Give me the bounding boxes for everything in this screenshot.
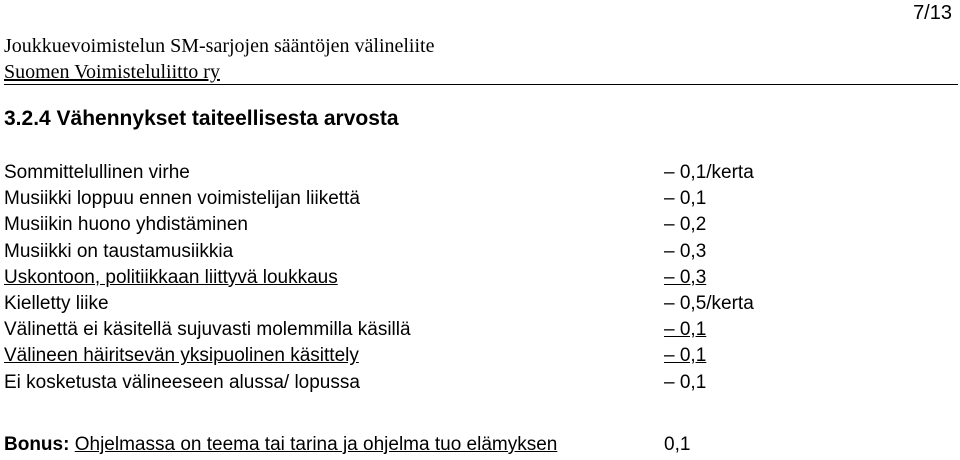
deduction-row (4, 212, 784, 238)
deduction-row (4, 370, 784, 396)
deductions-list (4, 160, 784, 396)
deduction-value: – 0,3 (664, 266, 707, 288)
deduction-value: – 0,3 (664, 240, 707, 262)
deduction-row (4, 291, 784, 317)
header-divider (4, 84, 958, 85)
deduction-value: – 0,5/kerta (664, 292, 754, 314)
deduction-value: – 0,1 (664, 345, 707, 367)
bonus-value: 0,1 (664, 434, 691, 455)
deduction-row (4, 343, 784, 369)
deduction-label: Ei kosketusta välineeseen alussa/ lopussa (4, 371, 360, 393)
bonus-text: Ohjelmassa on teema tai tarina ja ohjelma tuo elämyksen (74, 434, 558, 455)
deduction-value: – 0,1 (664, 371, 707, 393)
deduction-value: – 0,1 (664, 319, 707, 341)
header-title: Joukkuevoimistelun SM-sarjojen sääntöjen välineliite (4, 35, 435, 57)
deduction-row (4, 186, 784, 212)
deduction-row (4, 160, 784, 186)
deduction-row (4, 265, 784, 291)
deduction-label: Musiikin huono yhdistäminen (4, 214, 248, 236)
deduction-label: Välinettä ei käsitellä sujuvasti molemmilla käsillä (4, 319, 411, 341)
bonus-label: Bonus: (4, 434, 70, 455)
document-header (4, 33, 434, 85)
deduction-label: Välineen häiritsevän yksipuolinen käsittely (4, 345, 359, 367)
deduction-value: – 0,1/kerta (664, 162, 754, 183)
deduction-value: – 0,1 (664, 188, 707, 210)
deduction-label: Musiikki loppuu ennen voimistelijan liikettä (4, 188, 360, 210)
deduction-label: Sommittelullinen virhe (4, 162, 190, 183)
page-number: 7/13 (913, 2, 952, 24)
deduction-value: – 0,2 (664, 214, 707, 236)
bonus-row (4, 431, 784, 459)
deduction-label: Uskontoon, politiikkaan liittyvä loukkaus (4, 266, 338, 288)
deduction-row (4, 239, 784, 265)
deduction-row (4, 317, 784, 343)
deduction-label: Kielletty liike (4, 292, 109, 314)
header-organization: Suomen Voimisteluliitto ry (4, 61, 220, 83)
deduction-label: Musiikki on taustamusiikkia (4, 240, 234, 262)
section-title: 3.2.4 Vähennykset taiteellisesta arvosta (4, 107, 399, 130)
